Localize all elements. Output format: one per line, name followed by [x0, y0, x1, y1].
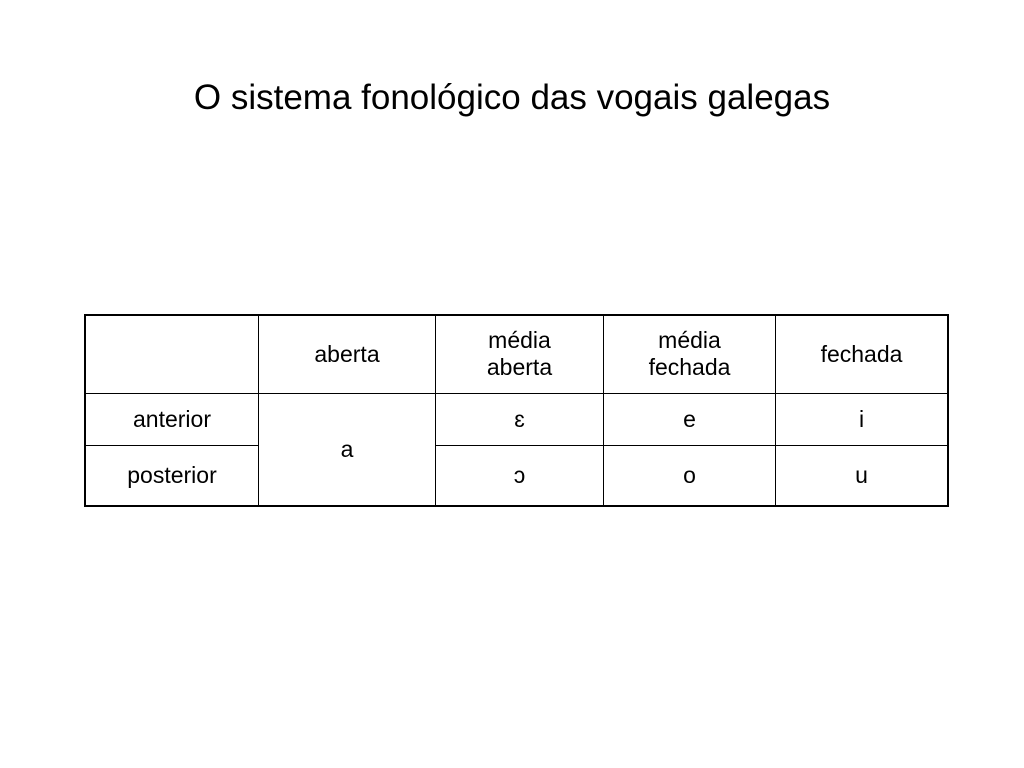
- cell-posterior-fechada: u: [776, 445, 949, 506]
- header-fechada: fechada: [776, 315, 949, 393]
- table-header-row: [85, 315, 948, 393]
- cell-anterior-media-aberta: ɛ: [436, 393, 604, 445]
- header-corner-cell: [85, 315, 259, 393]
- vowel-table: [84, 314, 949, 507]
- cell-anterior-media-fechada: e: [604, 393, 776, 445]
- table-row-anterior: [85, 393, 948, 445]
- header-media-fechada-line1: média: [658, 327, 721, 354]
- header-media-aberta: [436, 315, 604, 393]
- header-aberta: aberta: [259, 315, 436, 393]
- row-label-anterior: anterior: [85, 393, 259, 445]
- header-media-fechada-line2: fechada: [648, 354, 731, 381]
- table-row-posterior: [85, 445, 948, 506]
- slide-title: O sistema fonológico das vogais galegas: [193, 78, 831, 117]
- cell-aberta-merged: a: [259, 393, 436, 506]
- header-media-fechada: [604, 315, 776, 393]
- row-label-posterior: posterior: [85, 445, 259, 506]
- cell-anterior-fechada: i: [776, 393, 949, 445]
- cell-posterior-media-aberta: ɔ: [436, 445, 604, 506]
- cell-posterior-media-fechada: o: [604, 445, 776, 506]
- header-media-aberta-line2: aberta: [486, 354, 553, 381]
- header-media-aberta-line1: média: [488, 327, 551, 354]
